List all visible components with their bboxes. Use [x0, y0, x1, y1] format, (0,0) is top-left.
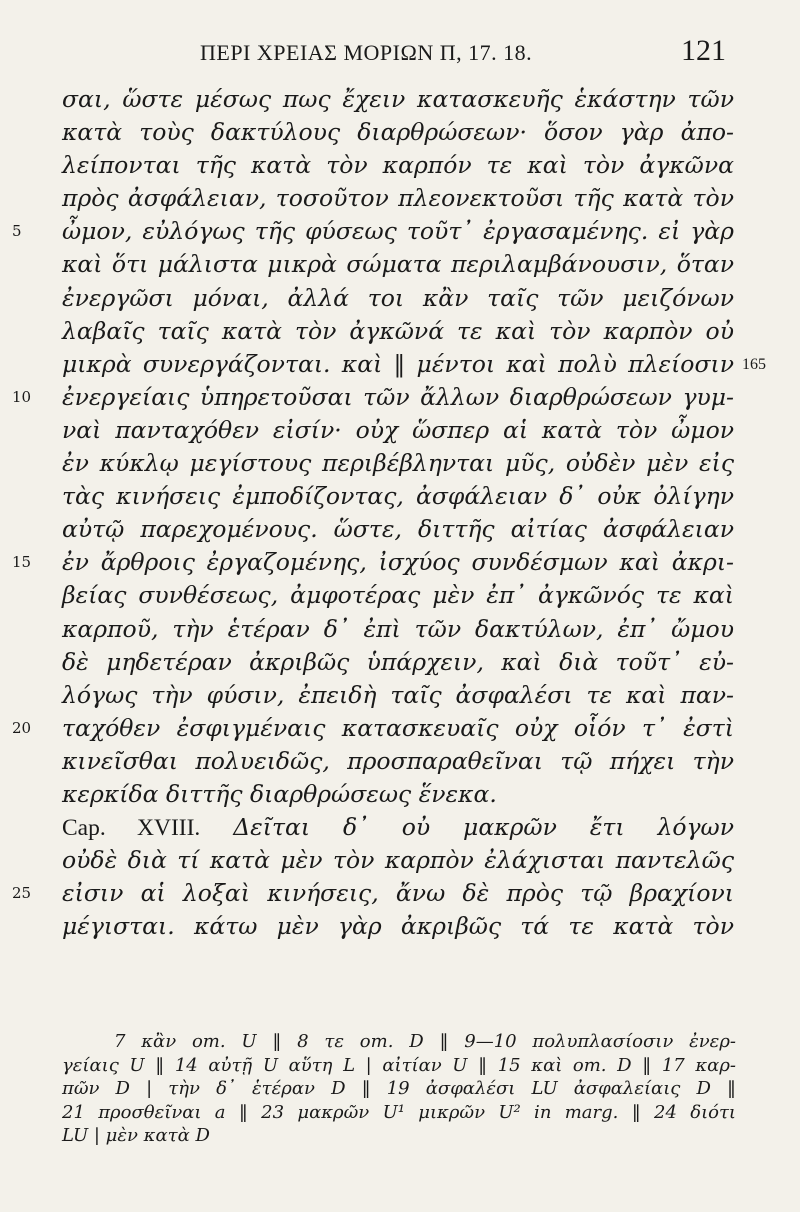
text-line: [0, 348, 800, 381]
text-line: [0, 381, 800, 414]
apparatus-line: γείαις U ‖ 14 αὐτῇ U αὕτη L | αἰτίαν U ‖ 15 καὶ om. D ‖ 17 καρ-: [62, 1054, 736, 1076]
line-number: 20: [12, 718, 32, 737]
line-text: ἐνεργείαις ὑπηρετοῦσαι τῶν ἄλλων διαρθρώσεων γυμ-: [62, 382, 734, 411]
page-header: [70, 28, 726, 68]
text-line: [0, 546, 800, 579]
text-line: [0, 83, 800, 116]
text-line: [0, 282, 800, 315]
text-line: [0, 182, 800, 215]
line-number: 10: [12, 387, 32, 406]
line-number: 25: [12, 884, 32, 903]
text-line: [0, 248, 800, 281]
text-line: [0, 910, 800, 943]
line-number: 5: [12, 222, 22, 241]
text-line: [0, 778, 800, 811]
margin-page-ref: 165: [742, 355, 766, 373]
apparatus-line: πῶν D | τὴν δ᾽ ἑτέραν D ‖ 19 ἀσφαλέσι LU ἀσφαλείαις D ‖: [62, 1078, 736, 1099]
line-text: ἐν κύκλῳ μεγίστους περιβέβληνται μῦς, οὐδὲν μὲν εἰς: [62, 449, 734, 478]
text-line: [0, 513, 800, 546]
page-number: 121: [681, 34, 726, 67]
line-text: ναὶ πανταχόθεν εἰσίν· οὐχ ὥσπερ αἱ κατὰ τὸν ὦμον: [62, 415, 734, 444]
line-text: λαβαῖς ταῖς κατὰ τὸν ἀγκῶνά τε καὶ τὸν καρπὸν οὐ: [62, 316, 734, 345]
line-number: 15: [12, 553, 32, 572]
apparatus-line: LU | μὲν κατὰ D: [62, 1125, 210, 1146]
apparatus-line: 7 κἂν om. U ‖ 8 τε om. D ‖ 9—10 πολυπλασίοσιν ἐνερ-: [114, 1031, 736, 1052]
text-line: [0, 414, 800, 447]
text-line: [0, 447, 800, 480]
line-text: δὲ μηδετέραν ἀκριβῶς ὑπάρχειν, καὶ διὰ τοῦτ᾽ εὐ-: [62, 647, 734, 676]
text-line: [0, 116, 800, 149]
text-line: [0, 712, 800, 745]
line-text: ἐνεργῶσι μόναι, ἀλλά τοι κἂν ταῖς τῶν μειζόνων: [62, 283, 734, 312]
text-line: [0, 844, 800, 877]
line-text: κερκίδα διττῆς διαρθρώσεως ἕνεκα.: [62, 779, 497, 808]
text-line: [0, 646, 800, 679]
line-text: αὐτῷ παρεχομένους. ὥστε, διττῆς αἰτίας ἀσφάλειαν: [62, 515, 734, 544]
critical-apparatus: [62, 1030, 736, 1148]
line-text: καρποῦ, τὴν ἑτέραν δ᾽ ἐπὶ τῶν δακτύλων, ἐπ᾽ ὤμου: [62, 614, 734, 643]
text-line: [0, 149, 800, 182]
line-text: κατὰ τοὺς δακτύλους διαρθρώσεων· ὅσον γὰρ ἀπο-: [62, 118, 734, 147]
line-text: λόγως τὴν φύσιν, ἐπειδὴ ταῖς ἀσφαλέσι τε καὶ παν-: [62, 680, 734, 709]
text-line: [0, 679, 800, 712]
text-line: [0, 215, 800, 248]
line-text: σαι, ὥστε μέσως πως ἔχειν κατασκευῆς ἑκάστην τῶν: [62, 85, 734, 113]
line-text: κινεῖσθαι πολυειδῶς, προσπαραθεῖναι τῷ πήχει τὴν: [62, 746, 734, 775]
line-text: Cap. XVIII. Δεῖται δ᾽ οὐ μακρῶν ἔτι λόγων: [62, 813, 734, 842]
chapter-heading: Cap. XVIII.: [62, 815, 201, 842]
text-line: [0, 480, 800, 513]
line-text: ταχόθεν ἐσφιγμέναις κατασκευαῖς οὐχ οἷόν τ᾽ ἐστὶ: [62, 713, 734, 742]
main-text: [0, 83, 800, 943]
line-text: μικρὰ συνεργάζονται. καὶ ‖ μέντοι καὶ πολὺ πλείοσιν: [62, 349, 734, 378]
line-text: οὐδὲ διὰ τί κατὰ μὲν τὸν καρπὸν ἐλάχισται παντελῶς: [62, 846, 734, 875]
line-text: βείας συνθέσεως, ἀμφοτέρας μὲν ἐπ᾽ ἀγκῶνός τε καὶ: [62, 581, 734, 610]
text-line: [0, 811, 800, 844]
line-text: ὦμον, εὐλόγως τῆς φύσεως τοῦτ᾽ ἐργασαμένης. εἰ γὰρ: [62, 217, 734, 246]
running-title: ΠΕΡΙ ΧΡΕΙΑΣ ΜΟΡΙΩΝ Π, 17. 18.: [200, 40, 533, 65]
text-line: [0, 315, 800, 348]
line-text: τὰς κινήσεις ἐμποδίζοντας, ἀσφάλειαν δ᾽ οὐκ ὀλίγην: [62, 482, 734, 511]
apparatus-line: 21 προσθεῖναι a ‖ 23 μακρῶν U¹ μικρῶν U² in marg. ‖ 24 διότι: [62, 1101, 736, 1123]
line-text: καὶ ὅτι μάλιστα μικρὰ σώματα περιλαμβάνουσιν, ὅταν: [62, 250, 734, 279]
line-text: λείπονται τῆς κατὰ τὸν καρπόν τε καὶ τὸν ἀγκῶνα: [62, 151, 734, 180]
line-text: μέγισται. κάτω μὲν γὰρ ἀκριβῶς τά τε κατὰ τὸν: [62, 912, 734, 941]
line-text: εἰσιν αἱ λοξαὶ κινήσεις, ἄνω δὲ πρὸς τῷ βραχίονι: [62, 879, 734, 908]
line-text: ἐν ἄρθροις ἐργαζομένης, ἰσχύος συνδέσμων καὶ ἀκρι-: [62, 548, 734, 577]
text-line: [0, 613, 800, 646]
text-line: [0, 745, 800, 778]
line-text: πρὸς ἀσφάλειαν, τοσοῦτον πλεονεκτοῦσι τῆς κατὰ τὸν: [62, 184, 734, 213]
text-line: [0, 579, 800, 612]
text-line: [0, 877, 800, 910]
